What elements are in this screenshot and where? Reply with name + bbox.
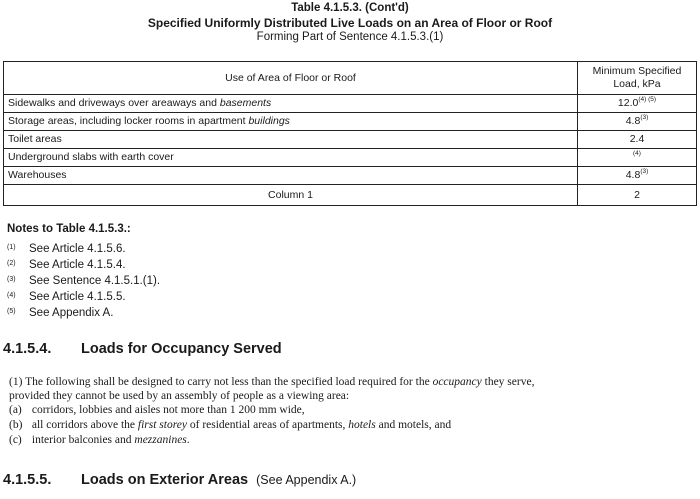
note-item: (2) See Article 4.1.5.4.	[7, 259, 126, 271]
note-item: (1) See Article 4.1.5.6.	[7, 243, 126, 255]
column-number-2: 2	[578, 185, 697, 206]
use-cell: Warehouses	[4, 167, 578, 185]
use-cell: Storage areas, including locker rooms in apartment buildings	[4, 113, 578, 131]
appendix-reference: (See Appendix A.)	[256, 473, 357, 487]
table-row	[4, 95, 697, 113]
sentence-1-intro: (1) The following shall be designed to carry not less than the specified load required for the occupancy they serve,	[9, 376, 535, 388]
section-heading-4154	[3, 341, 282, 357]
clause-b: (b) all corridors above the first storey of residential areas of apartments, hotels and motels, and	[9, 419, 452, 431]
table-header-row	[4, 62, 697, 95]
note-item: (5) See Appendix A.	[7, 307, 114, 319]
live-loads-table	[3, 61, 697, 206]
table-row	[4, 131, 697, 149]
use-cell: Underground slabs with earth cover	[4, 149, 578, 167]
load-cell: 2.4	[578, 131, 697, 149]
table-title: Specified Uniformly Distributed Live Loads on an Area of Floor or Roof	[147, 16, 553, 30]
table-number: Table 4.1.5.3. (Cont'd)	[291, 2, 409, 14]
column-header-load-line1: Minimum Specified	[592, 65, 682, 77]
load-cell: (4)	[578, 149, 697, 167]
column-header-use: Use of Area of Floor or Roof	[4, 62, 578, 95]
note-item: (3) See Sentence 4.1.5.1.(1).	[7, 275, 161, 287]
use-cell: Toilet areas	[4, 131, 578, 149]
forming-part-reference: Forming Part of Sentence 4.1.5.3.(1)	[256, 31, 444, 43]
note-item: (4) See Article 4.1.5.5.	[7, 291, 126, 303]
clause-a: (a) corridors, lobbies and aisles not more than 1 200 mm wide,	[9, 404, 305, 416]
table-row	[4, 167, 697, 185]
clause-c: (c) interior balconies and mezzanines.	[9, 434, 190, 446]
column-header-load	[578, 62, 697, 95]
section-heading-4155	[3, 472, 356, 488]
load-cell: $12.0^{(4) (5)}$	[578, 95, 697, 113]
table-row	[4, 113, 697, 131]
load-cell: 4.8$^{(3)}$	[578, 113, 697, 131]
column-number-1: Column 1	[4, 185, 578, 206]
table-row	[4, 149, 697, 167]
notes-title: Notes to Table 4.1.5.3.:	[7, 223, 131, 235]
sentence-1-intro-cont: provided they cannot be used by an assembly of people as a viewing area:	[9, 390, 350, 402]
table-footer-row	[4, 185, 697, 206]
section-number: 4.1.5.5.	[3, 472, 52, 488]
section-number: 4.1.5.4.	[3, 341, 52, 357]
use-cell: Sidewalks and driveways over areaways and basements	[4, 95, 578, 113]
section-title: Loads on Exterior Areas	[81, 472, 249, 488]
section-title: Loads for Occupancy Served	[81, 341, 282, 357]
column-header-load-line2: Load, kPa	[613, 78, 661, 90]
load-cell: 4.8$^{(3)}$	[578, 167, 697, 185]
